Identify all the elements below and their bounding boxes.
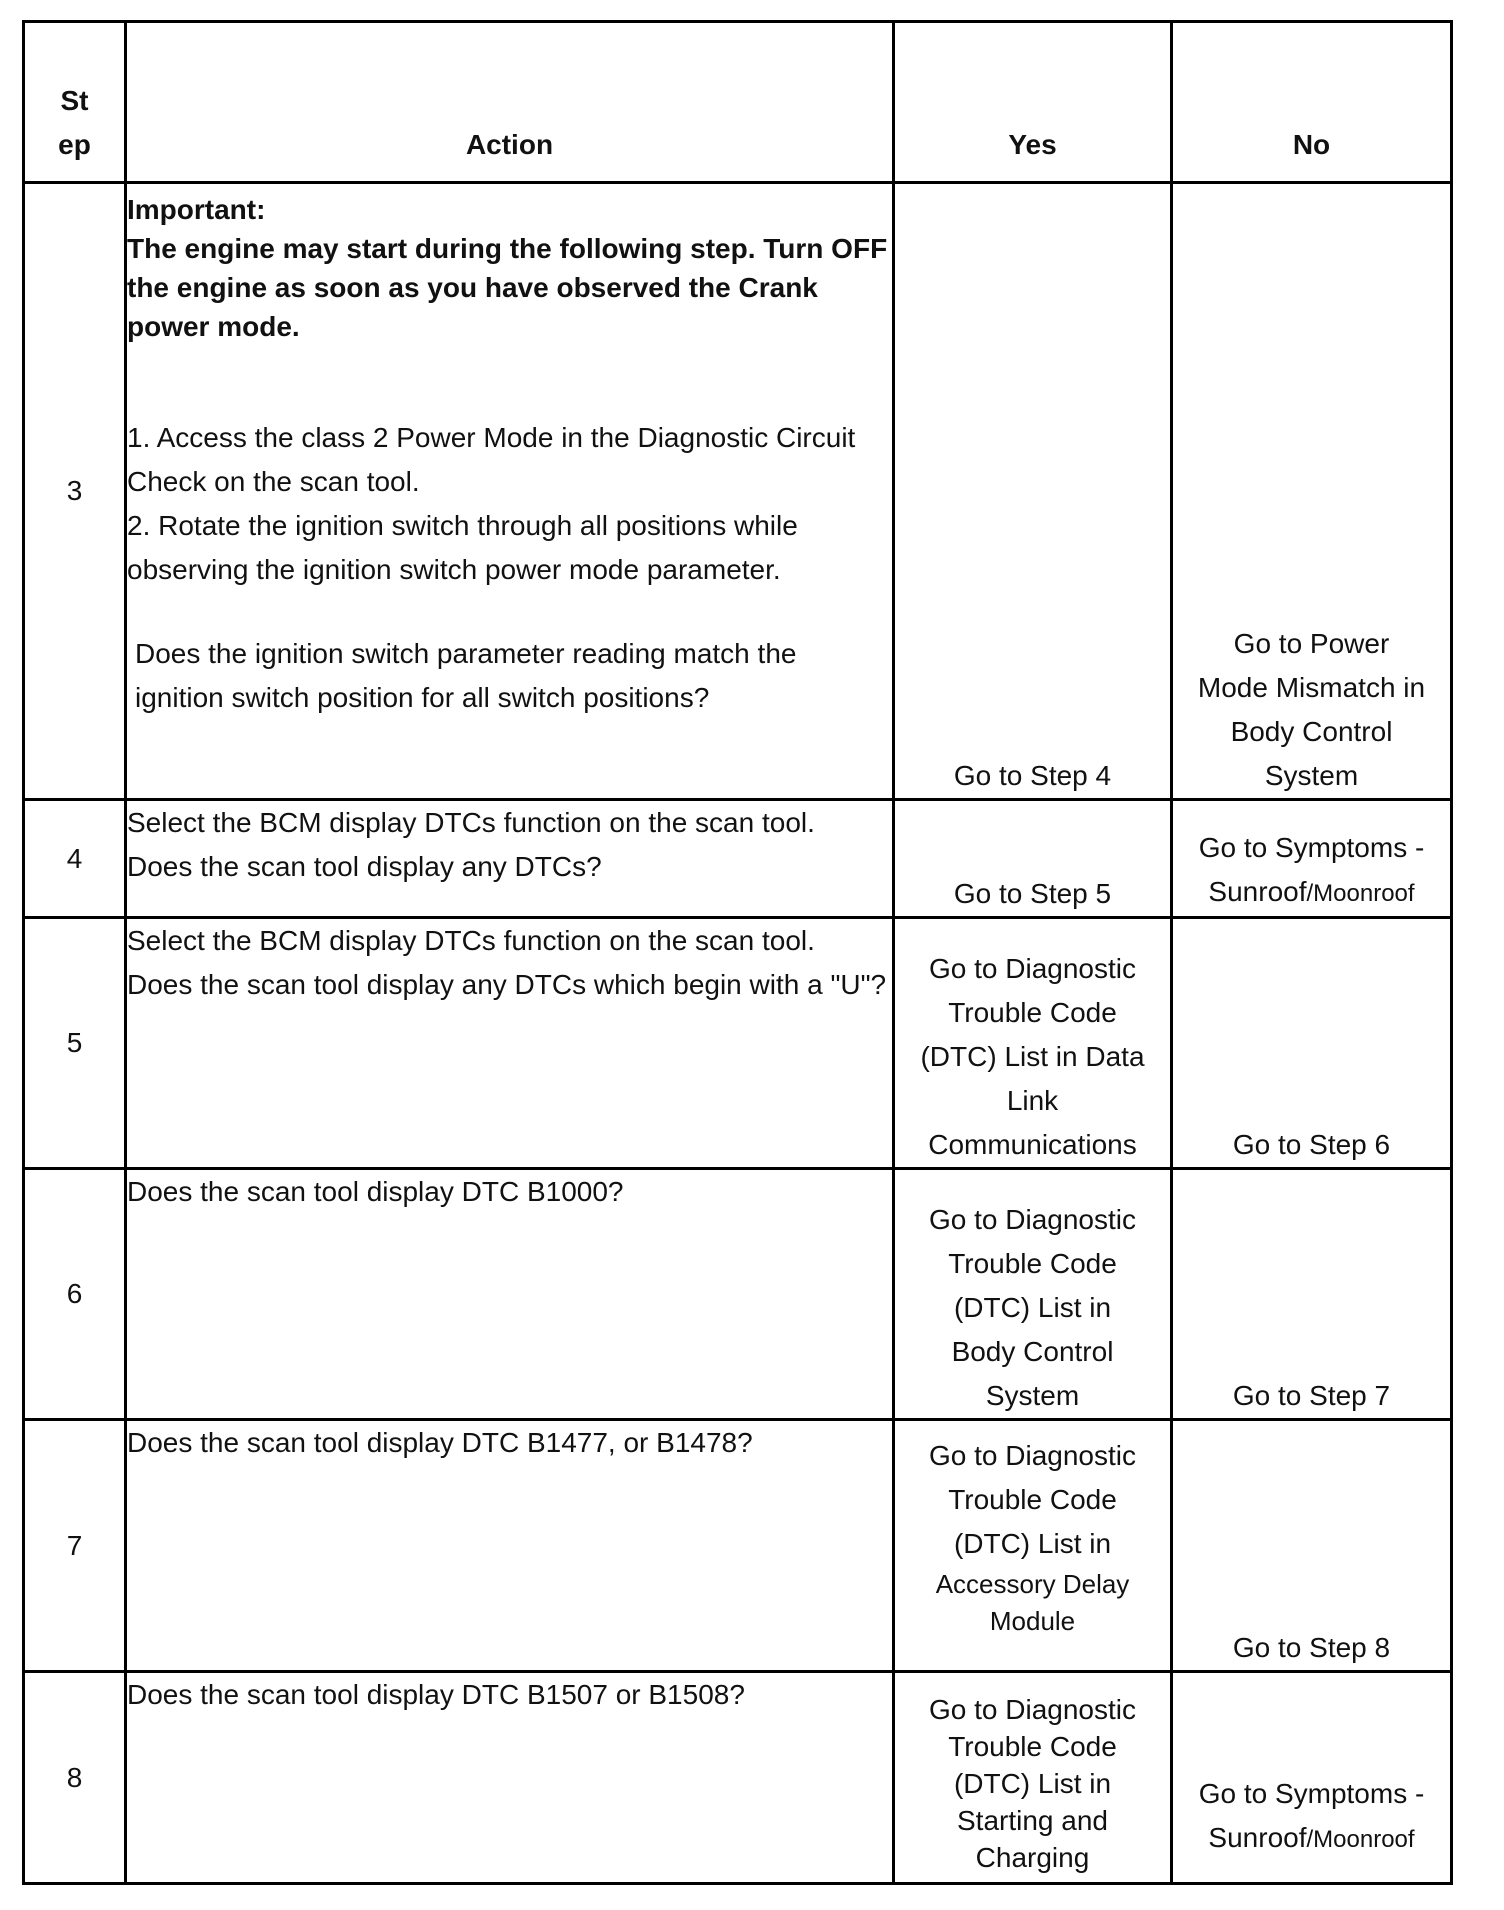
step-number: 5 (24, 918, 126, 1169)
action-cell: Does the scan tool display DTC B1477, or B1478? (126, 1420, 894, 1672)
yes-cell: Go to Diagnostic Trouble Code (DTC) List in Body Control System (894, 1169, 1172, 1420)
action-cell: Select the BCM display DTCs function on the scan tool. Does the scan tool display any DTCs? (126, 800, 894, 918)
yes-cell: Go to Diagnostic Trouble Code (DTC) List in Data Link Communications (894, 918, 1172, 1169)
question-text: Does the ignition switch parameter reading match the ignition switch position for all switch positions? (135, 638, 797, 713)
no-cell: Go to Symptoms - Sunroof/Moonroof (1172, 1672, 1452, 1884)
no-cell: Go to Step 8 (1172, 1420, 1452, 1672)
table-row (24, 800, 1452, 918)
step-number: 3 (24, 183, 126, 800)
no-cell: Go to Power Mode Mismatch in Body Control System (1172, 183, 1452, 800)
step-number: 8 (24, 1672, 126, 1884)
table-row (24, 1169, 1452, 1420)
yes-cell: Go to Diagnostic Trouble Code (DTC) List in Accessory Delay Module (894, 1420, 1172, 1672)
yes-cell: Go to Step 4 (894, 183, 1172, 800)
header-row (24, 22, 1452, 183)
header-step: St ep (24, 22, 126, 183)
table-row (24, 918, 1452, 1169)
step-number: 7 (24, 1420, 126, 1672)
no-cell: Go to Step 6 (1172, 918, 1452, 1169)
step-number: 4 (24, 800, 126, 918)
action-cell: Does the scan tool display DTC B1000? (126, 1169, 894, 1420)
no-cell: Go to Step 7 (1172, 1169, 1452, 1420)
procedure-step-1: 1. Access the class 2 Power Mode in the Diagnostic Circuit Check on the scan tool. (127, 422, 856, 497)
header-no: No (1172, 22, 1452, 183)
action-cell: Select the BCM display DTCs function on the scan tool. Does the scan tool display any DTCs which begin with a "U"? (126, 918, 894, 1169)
action-cell: Does the scan tool display DTC B1507 or B1508? (126, 1672, 894, 1884)
step-number: 6 (24, 1169, 126, 1420)
table-row (24, 1420, 1452, 1672)
table-row (24, 183, 1452, 800)
important-label: Important: (127, 194, 266, 225)
important-text: The engine may start during the following step. Turn OFF the engine as soon as you have observed the Crank power mode. (127, 233, 888, 342)
table-row (24, 1672, 1452, 1884)
yes-cell: Go to Step 5 (894, 800, 1172, 918)
diagnostic-table (22, 20, 1453, 1885)
action-cell (126, 183, 894, 800)
header-yes: Yes (894, 22, 1172, 183)
no-cell: Go to Symptoms - Sunroof/Moonroof (1172, 800, 1452, 918)
header-action: Action (126, 22, 894, 183)
procedure-step-2: 2. Rotate the ignition switch through all positions while observing the ignition switch power mode parameter. (127, 510, 798, 585)
yes-cell: Go to Diagnostic Trouble Code (DTC) List in Starting and Charging (894, 1672, 1172, 1884)
